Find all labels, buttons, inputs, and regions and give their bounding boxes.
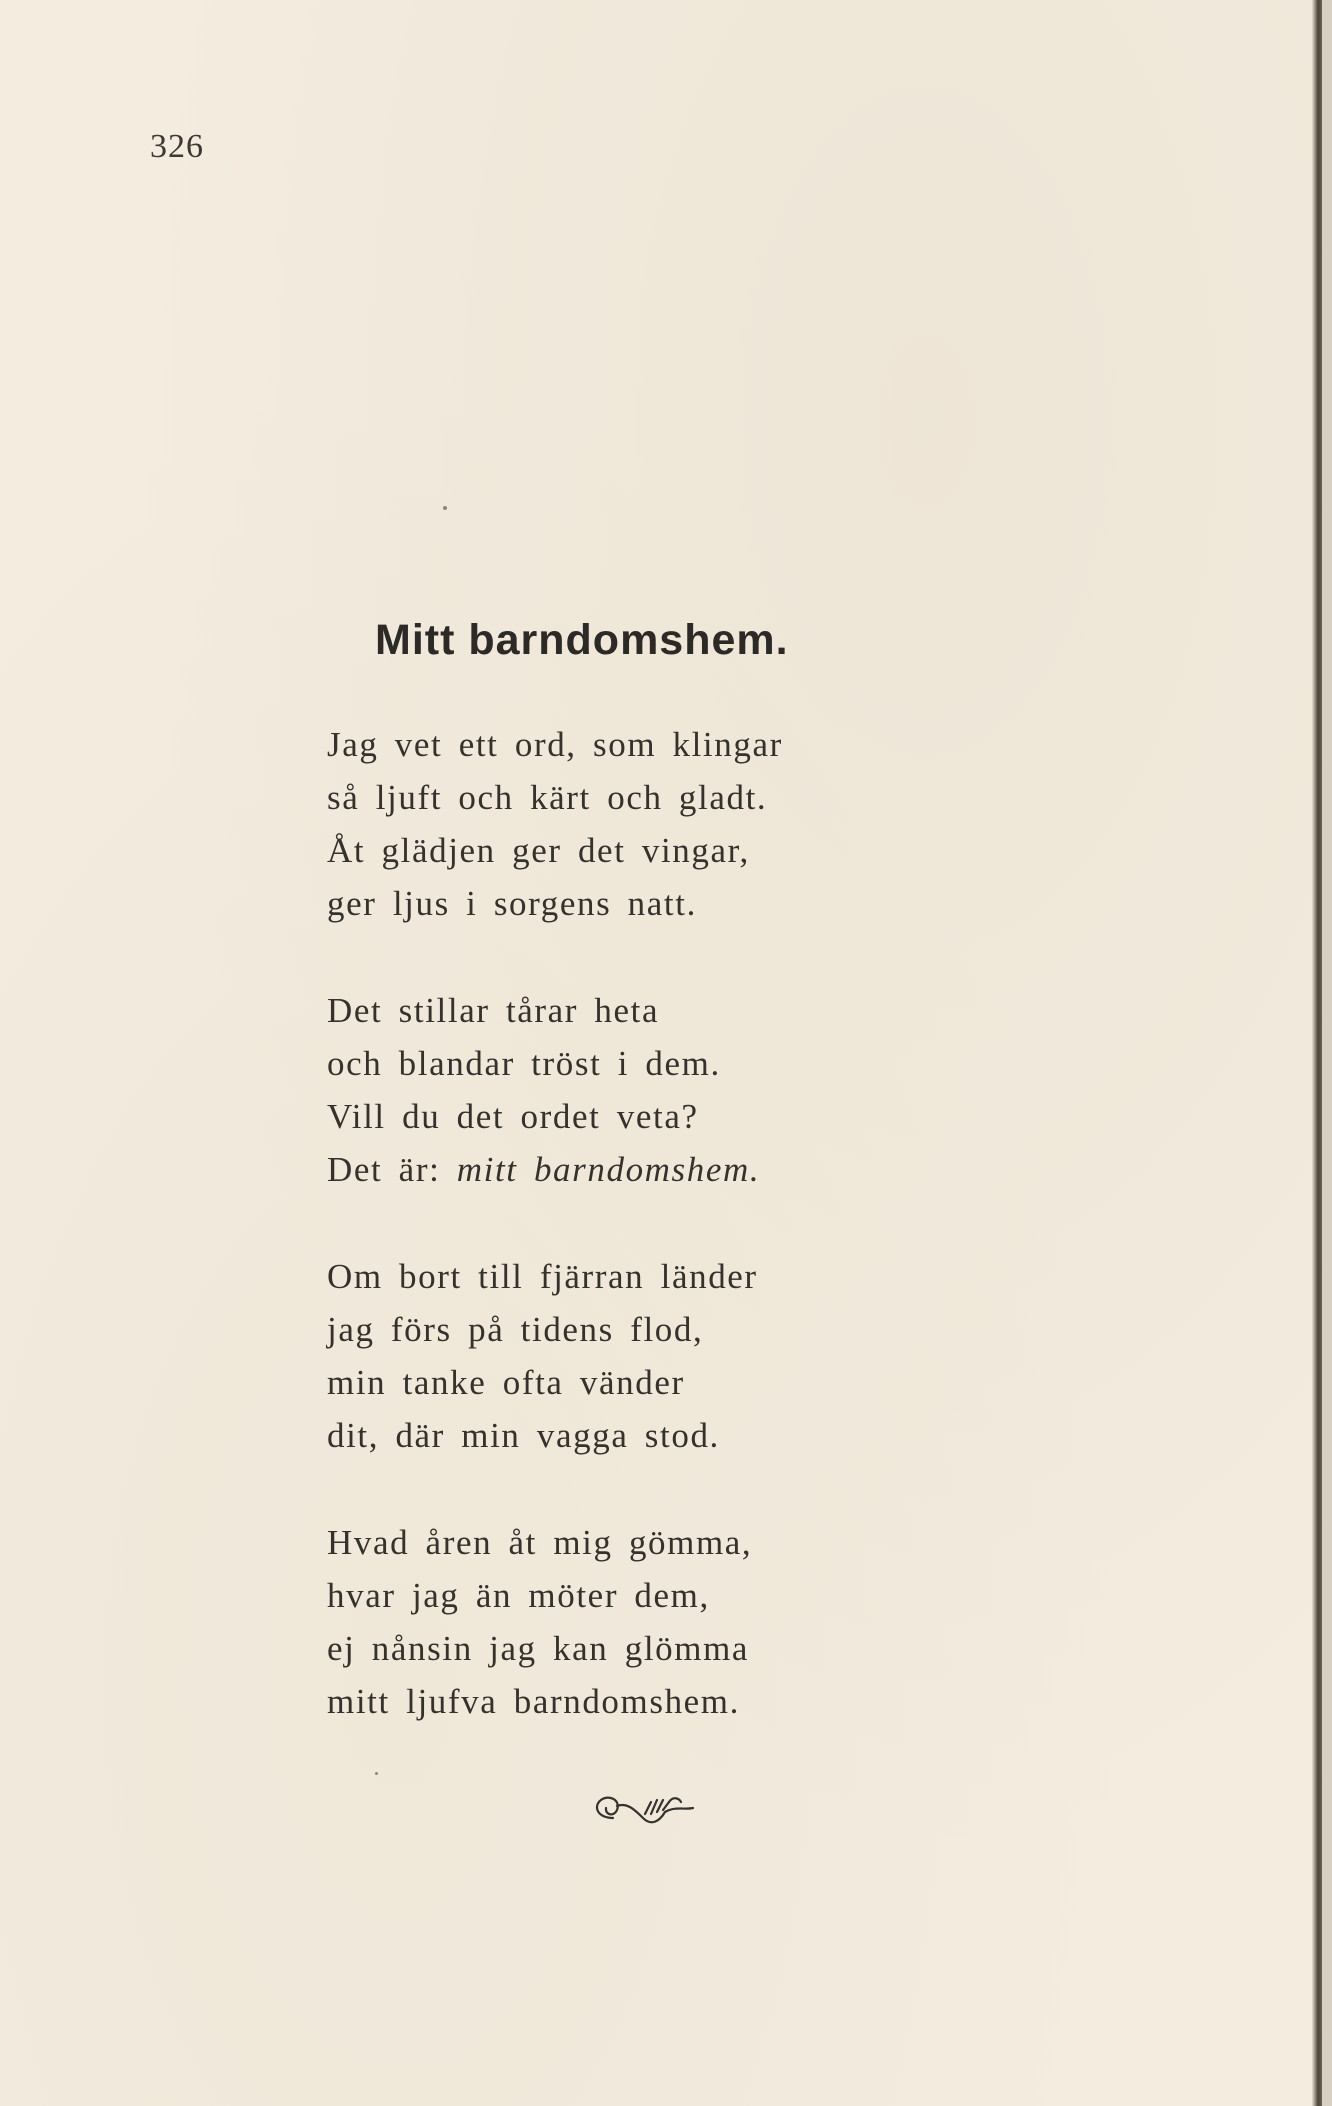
poem-line: Om bort till fjärran länder	[327, 1257, 758, 1296]
stanza-3	[327, 1250, 927, 1462]
poem-line: mitt ljufva barndomshem.	[327, 1682, 740, 1721]
poem-line: hvar jag än möter dem,	[327, 1576, 710, 1615]
stanza-1	[327, 718, 927, 930]
poem-line: Jag vet ett ord, som klingar	[327, 725, 783, 764]
emphasized-text: mitt barndomshem.	[456, 1150, 761, 1189]
poem-line: så ljuft och kärt och gladt.	[327, 778, 768, 817]
page-number: 326	[150, 128, 204, 165]
stanza-2	[327, 984, 927, 1196]
poem-line-emphasized	[327, 1143, 927, 1196]
line-prefix: Det är:	[327, 1150, 457, 1189]
poem-line: ej nånsin jag kan glömma	[327, 1629, 750, 1668]
poem-line: Vill du det ordet veta?	[327, 1097, 699, 1136]
poem-line: Det stillar tårar heta	[327, 991, 660, 1030]
page-edge-shadow	[1312, 0, 1322, 2106]
poem-line: Hvad åren åt mig gömma,	[327, 1523, 753, 1562]
poem-body	[327, 718, 927, 1782]
poem-line: Åt glädjen ger det vingar,	[327, 831, 750, 870]
poem-line: ger ljus i sorgens natt.	[327, 884, 697, 923]
tailpiece-flourish-icon	[585, 1788, 725, 1838]
paper-speck	[443, 506, 447, 510]
poem-line: min tanke ofta vänder	[327, 1363, 685, 1402]
poem-line: och blandar tröst i dem.	[327, 1044, 721, 1083]
poem-line: dit, där min vagga stod.	[327, 1416, 720, 1455]
poem-line: jag förs på tidens flod,	[327, 1310, 704, 1349]
poem-title: Mitt barndomshem.	[375, 616, 789, 664]
stanza-4	[327, 1516, 927, 1728]
